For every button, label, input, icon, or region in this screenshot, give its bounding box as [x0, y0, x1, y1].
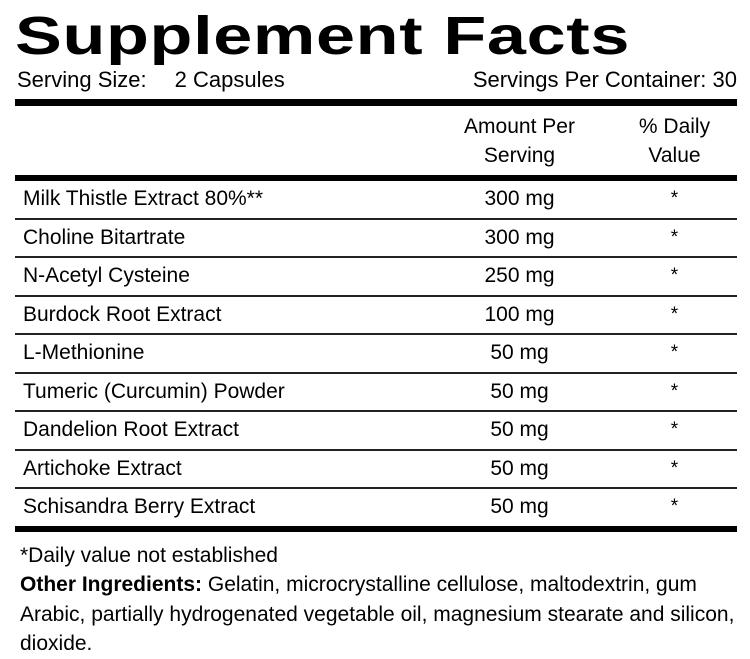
other-ingredients: [20, 570, 737, 659]
row-amount-per-serving: 50 mg: [490, 418, 549, 442]
serving-size-label: Serving Size:: [17, 67, 147, 92]
table-row: [15, 374, 737, 413]
row-ingredient-name: Dandelion Root Extract: [23, 418, 239, 442]
thick-divider-top: [15, 99, 737, 106]
row-daily-value: *: [670, 188, 679, 210]
row-ingredient-name: N-Acetyl Cysteine: [23, 264, 190, 288]
row-ingredient-name: Tumeric (Curcumin) Powder: [23, 379, 285, 403]
serving-size: [15, 67, 285, 92]
table-row: [15, 220, 737, 259]
table-header-row: [15, 106, 737, 175]
row-amount-per-serving: 300 mg: [484, 187, 555, 211]
row-amount-per-serving: 50 mg: [490, 495, 549, 519]
serving-info-row: [15, 67, 737, 92]
row-ingredient-name: L-Methionine: [23, 341, 145, 365]
serving-size-value: 2 Capsules: [174, 67, 285, 92]
servings-per-container: Servings Per Container: 30: [472, 67, 737, 92]
other-ingredients-label: Other Ingredients:: [20, 573, 203, 596]
ingredient-rows: [15, 181, 737, 526]
row-daily-value: *: [670, 226, 679, 248]
table-row: [15, 412, 737, 451]
table-row: [15, 181, 737, 220]
header-percent-daily-value: [612, 112, 737, 170]
row-amount-per-serving: 50 mg: [490, 379, 549, 403]
row-daily-value: *: [670, 342, 679, 364]
row-amount-per-serving: 50 mg: [490, 456, 549, 480]
table-row: [15, 489, 737, 526]
footnotes: [15, 532, 737, 659]
other-ingredients-text: Gelatin, microcrystalline cellulose, maltodextrin, gum Arabic, partially hydrogenated vegetable oil, magnesium stearate and silicon, dioxide.: [20, 573, 735, 655]
row-daily-value: *: [670, 380, 679, 402]
table-row: [15, 451, 737, 490]
row-amount-per-serving: 250 mg: [484, 264, 555, 288]
row-amount-per-serving: 100 mg: [484, 302, 555, 326]
row-daily-value: *: [670, 303, 679, 325]
table-row: [15, 258, 737, 297]
row-daily-value: *: [670, 419, 679, 441]
table-row: [15, 335, 737, 374]
header-daily-text: % Daily Value: [638, 115, 711, 167]
header-amount-text: Amount Per Serving: [464, 115, 575, 167]
row-daily-value: *: [670, 496, 679, 518]
row-amount-per-serving: 50 mg: [490, 341, 549, 365]
row-ingredient-name: Schisandra Berry Extract: [23, 495, 256, 519]
page-title: Supplement Facts: [15, 6, 631, 66]
daily-value-note: *Daily value not established: [20, 543, 278, 567]
header-amount-per-serving: [427, 112, 612, 170]
row-daily-value: *: [670, 457, 679, 479]
row-amount-per-serving: 300 mg: [484, 225, 555, 249]
row-ingredient-name: Burdock Root Extract: [23, 302, 222, 326]
row-ingredient-name: Choline Bitartrate: [23, 225, 186, 249]
row-ingredient-name: Milk Thistle Extract 80%**: [23, 187, 264, 211]
row-ingredient-name: Artichoke Extract: [23, 456, 182, 480]
table-row: [15, 297, 737, 336]
row-daily-value: *: [670, 265, 679, 287]
